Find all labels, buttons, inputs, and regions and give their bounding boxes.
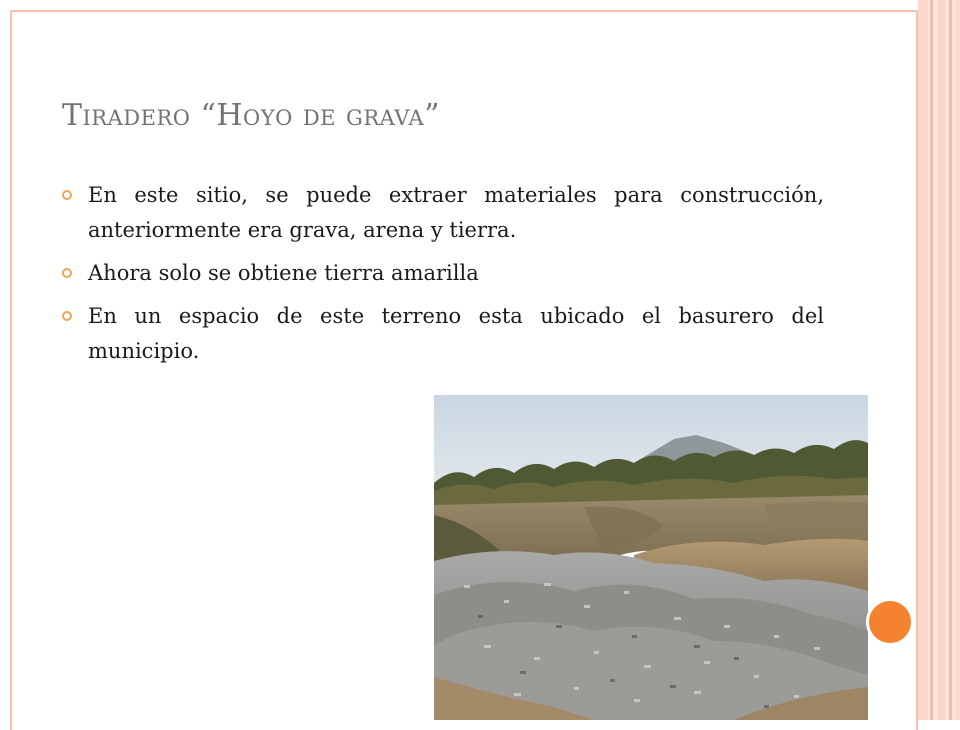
bullet-text: En este sitio, se puede extraer materiales para construcción, anteriormente era grava, arena y tierra.: [88, 183, 824, 242]
bullet-text: Ahora solo se obtiene tierra amarilla: [88, 261, 479, 285]
landfill-photo: [434, 395, 868, 720]
decorative-stripes: [918, 0, 960, 720]
bullet-item: [62, 178, 824, 248]
accent-circle: [866, 598, 914, 646]
stripe: [918, 0, 928, 720]
bullet-item: [62, 256, 824, 291]
landfill-photo-illustration: [434, 395, 868, 720]
circle-outline-icon: [62, 311, 72, 321]
bullet-text: En un espacio de este terreno esta ubicado el basurero del municipio.: [88, 304, 824, 363]
frame-border-left: [10, 10, 12, 730]
stripe: [956, 0, 960, 720]
slide-title: Tiradero “Hoyo de grava”: [62, 98, 440, 133]
frame-border-top: [10, 10, 918, 12]
stripe: [930, 0, 933, 720]
circle-outline-icon: [62, 268, 72, 278]
stripe: [949, 0, 952, 720]
circle-outline-icon: [62, 190, 72, 200]
stripe: [938, 0, 945, 720]
bullet-list: [62, 178, 824, 377]
bullet-item: [62, 299, 824, 369]
